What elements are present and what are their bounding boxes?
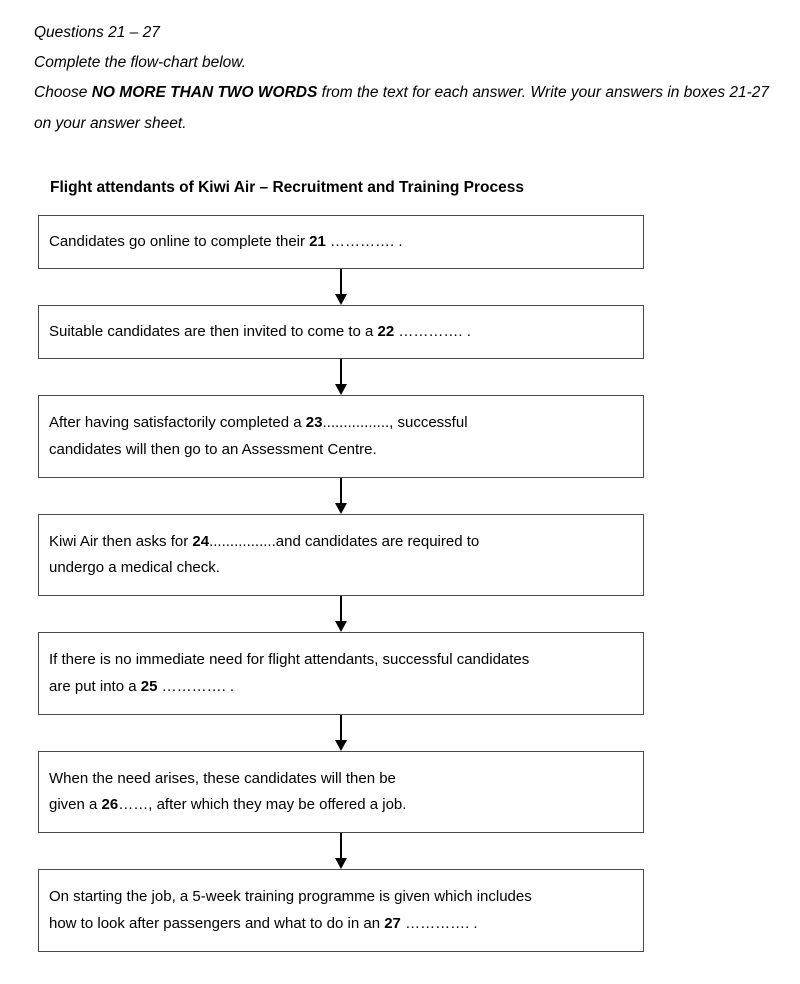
arrow-shaft xyxy=(340,833,342,860)
arrow-shaft xyxy=(340,715,342,742)
instruction-line-questions: Questions 21 – 27 xyxy=(34,24,160,41)
question-number: 22 xyxy=(377,323,395,341)
instruction-line-rules xyxy=(34,78,774,138)
node-text-segment: ................, successful xyxy=(322,414,468,432)
flowchart-nodes xyxy=(38,215,644,952)
arrow-head xyxy=(335,621,347,632)
flowchart-node xyxy=(38,215,644,269)
node-text-segment: Kiwi Air then asks for xyxy=(49,532,193,550)
flowchart-node-line xyxy=(49,674,633,700)
flowchart-arrow-icon xyxy=(38,596,644,632)
instruction-rules-emphasis: NO MORE THAN TWO WORDS xyxy=(91,84,318,102)
node-text-segment: ................and candidates are required to xyxy=(209,532,480,550)
node-text-segment: …………. . xyxy=(325,232,403,250)
question-number: 21 xyxy=(309,232,326,250)
flowchart-node-line xyxy=(49,410,633,436)
question-number: 25 xyxy=(140,677,158,695)
arrow-head xyxy=(335,740,347,751)
node-text-segment: are put into a xyxy=(49,677,141,695)
flowchart-node-line xyxy=(49,884,633,910)
node-text-segment: undergo a medical check. xyxy=(49,559,220,577)
node-text-segment: ……, after which they may be offered a job. xyxy=(118,796,407,814)
instruction-rules-suffix: from the text for each answer. Write your answers in boxes 21-27 on your answer sheet. xyxy=(34,84,770,132)
flowchart-node xyxy=(38,632,644,715)
flowchart-node-line xyxy=(49,529,633,555)
flowchart-node xyxy=(38,751,644,834)
arrow-head xyxy=(335,503,347,514)
instruction-rules-prefix: Choose xyxy=(34,84,92,102)
flowchart-node-line xyxy=(49,437,633,463)
flowchart-arrow-icon xyxy=(38,269,644,305)
arrow-shaft xyxy=(340,596,342,623)
flowchart-arrow-icon xyxy=(38,478,644,514)
flowchart-node-line xyxy=(49,555,633,581)
flowchart xyxy=(38,215,644,952)
flowchart-arrow-icon xyxy=(38,715,644,751)
node-text-segment: given a xyxy=(49,796,102,814)
arrow-shaft xyxy=(340,359,342,386)
question-number: 27 xyxy=(384,914,401,932)
instructions-block xyxy=(34,18,774,139)
question-number: 26 xyxy=(101,796,119,814)
arrow-shaft xyxy=(340,269,342,296)
node-text-segment: …………. . xyxy=(157,677,235,695)
flowchart-node xyxy=(38,514,644,597)
flowchart-node-line xyxy=(49,766,633,792)
flowchart-title: Flight attendants of Kiwi Air – Recruitment and Training Process xyxy=(50,178,524,196)
flowchart-node-line xyxy=(49,792,633,818)
node-text-segment: Candidates go online to complete their xyxy=(49,232,310,250)
flowchart-node xyxy=(38,869,644,952)
arrow-head xyxy=(335,858,347,869)
node-text-segment: If there is no immediate need for flight attendants, successful candidates xyxy=(49,651,530,669)
flowchart-node xyxy=(38,395,644,478)
arrow-head xyxy=(335,294,347,305)
node-text-segment: candidates will then go to an Assessment Centre. xyxy=(49,440,377,458)
question-number: 23 xyxy=(305,414,323,432)
flowchart-node-line xyxy=(49,229,633,255)
flowchart-node-line xyxy=(49,647,633,673)
node-text-segment: …………. . xyxy=(400,914,478,932)
arrow-head xyxy=(335,384,347,395)
flowchart-arrow-icon xyxy=(38,359,644,395)
flowchart-arrow-icon xyxy=(38,833,644,869)
arrow-shaft xyxy=(340,478,342,505)
flowchart-node-line xyxy=(49,319,633,345)
node-text-segment: When the need arises, these candidates will then be xyxy=(49,769,396,787)
node-text-segment: On starting the job, a 5-week training programme is given which includes xyxy=(49,888,532,906)
flowchart-node xyxy=(38,305,644,359)
flowchart-node-line xyxy=(49,911,633,937)
node-text-segment: Suitable candidates are then invited to come to a xyxy=(49,323,378,341)
instruction-line-task: Complete the flow-chart below. xyxy=(34,54,246,72)
node-text-segment: …………. . xyxy=(394,323,471,341)
node-text-segment: how to look after passengers and what to do in an xyxy=(49,914,385,932)
question-number: 24 xyxy=(192,532,210,550)
node-text-segment: After having satisfactorily completed a xyxy=(49,414,306,432)
